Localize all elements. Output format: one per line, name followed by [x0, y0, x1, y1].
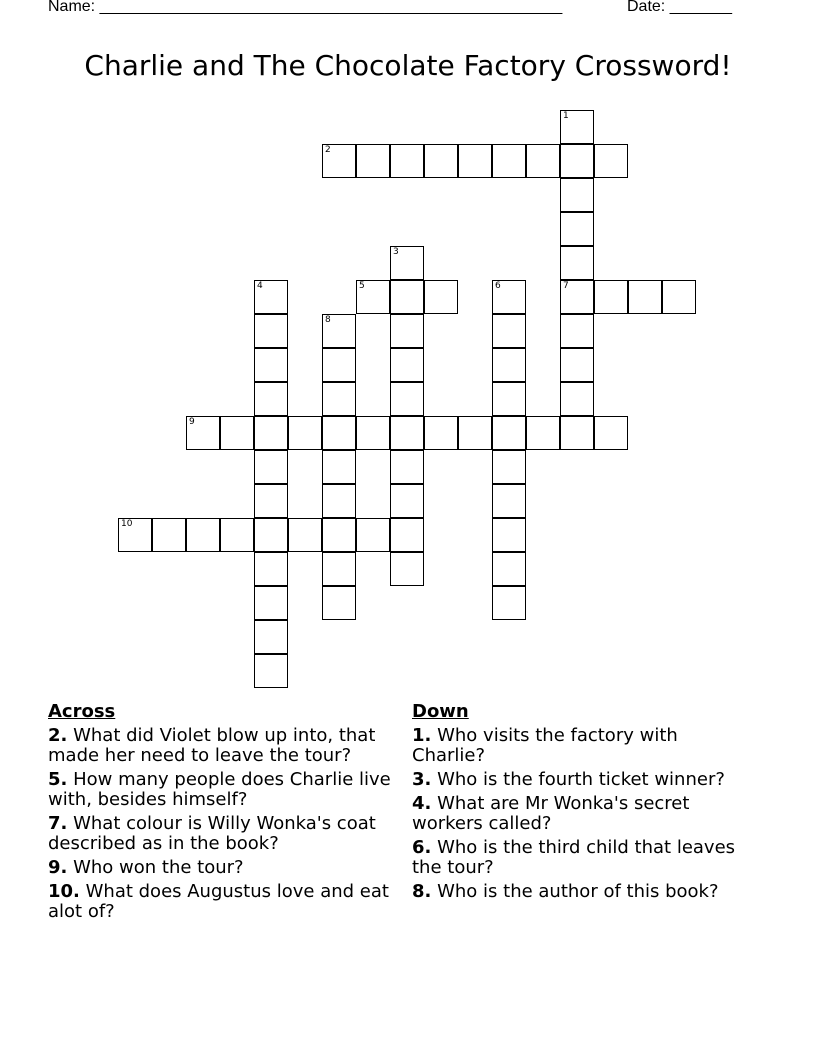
crossword-cell[interactable] — [356, 144, 390, 178]
crossword-cell[interactable] — [390, 450, 424, 484]
crossword-cell[interactable] — [492, 586, 526, 620]
crossword-cell[interactable] — [356, 518, 390, 552]
clue-number: 1. — [412, 725, 432, 746]
crossword-cell[interactable] — [526, 416, 560, 450]
across-clues — [48, 702, 408, 926]
crossword-cell[interactable] — [322, 518, 356, 552]
clue-number-label: 3 — [393, 247, 399, 257]
crossword-cell[interactable] — [560, 212, 594, 246]
crossword-cell[interactable] — [560, 178, 594, 212]
clue-number-label: 7 — [563, 281, 569, 291]
crossword-cell[interactable] — [288, 518, 322, 552]
crossword-cell[interactable] — [254, 654, 288, 688]
crossword-cell[interactable] — [390, 280, 424, 314]
page-title: Charlie and The Chocolate Factory Crossword! — [84, 49, 732, 82]
down-clues — [412, 702, 752, 906]
crossword-cell[interactable] — [220, 416, 254, 450]
clue-number-label: 6 — [495, 281, 501, 291]
across-clue — [48, 814, 408, 854]
crossword-cell[interactable] — [390, 246, 424, 280]
crossword-cell[interactable] — [594, 144, 628, 178]
clue-number-label: 9 — [189, 417, 195, 427]
down-clue — [412, 770, 752, 790]
crossword-cell[interactable] — [254, 280, 288, 314]
clue-number-label: 2 — [325, 145, 331, 155]
crossword-cell[interactable] — [322, 552, 356, 586]
crossword-cell[interactable] — [356, 416, 390, 450]
crossword-cell[interactable] — [322, 586, 356, 620]
crossword-cell[interactable] — [254, 314, 288, 348]
crossword-cell[interactable] — [424, 416, 458, 450]
crossword-cell[interactable] — [254, 552, 288, 586]
clue-text: What are Mr Wonka's secret workers called? — [412, 793, 690, 834]
crossword-cell[interactable] — [322, 450, 356, 484]
across-clue — [48, 882, 408, 922]
name-field-line: Name: ____________________________________________________ — [48, 0, 563, 15]
crossword-cell[interactable] — [322, 382, 356, 416]
crossword-cell[interactable] — [390, 518, 424, 552]
clue-number: 6. — [412, 837, 432, 858]
crossword-cell[interactable] — [628, 280, 662, 314]
crossword-cell[interactable] — [560, 246, 594, 280]
crossword-cell[interactable] — [322, 144, 356, 178]
crossword-cell[interactable] — [560, 144, 594, 178]
clue-number-label: 4 — [257, 281, 263, 291]
crossword-cell[interactable] — [254, 382, 288, 416]
clue-number-label: 8 — [325, 315, 331, 325]
clue-number-label: 10 — [121, 519, 133, 529]
down-clue — [412, 882, 752, 902]
crossword-cell[interactable] — [118, 518, 152, 552]
down-clue — [412, 838, 752, 878]
crossword-cell[interactable] — [492, 280, 526, 314]
crossword-cell[interactable] — [662, 280, 696, 314]
crossword-cell[interactable] — [594, 280, 628, 314]
crossword-cell[interactable] — [322, 484, 356, 518]
clue-text: Who is the third child that leaves the tour? — [412, 837, 736, 878]
clue-number: 9. — [48, 857, 68, 878]
clue-text: What did Violet blow up into, that made her need to leave the tour? — [48, 725, 376, 766]
clue-number: 8. — [412, 881, 432, 902]
crossword-cell[interactable] — [458, 144, 492, 178]
crossword-cell[interactable] — [594, 416, 628, 450]
clue-text: What colour is Willy Wonka's coat described as in the book? — [48, 813, 376, 854]
crossword-cell[interactable] — [186, 518, 220, 552]
crossword-cell[interactable] — [492, 314, 526, 348]
crossword-cell[interactable] — [526, 144, 560, 178]
crossword-cell[interactable] — [424, 144, 458, 178]
crossword-cell[interactable] — [458, 416, 492, 450]
crossword-cell[interactable] — [390, 382, 424, 416]
crossword-cell[interactable] — [492, 382, 526, 416]
down-clue — [412, 794, 752, 834]
crossword-cell[interactable] — [254, 348, 288, 382]
crossword-cell[interactable] — [254, 620, 288, 654]
crossword-cell[interactable] — [492, 144, 526, 178]
crossword-cell[interactable] — [492, 348, 526, 382]
crossword-cell[interactable] — [560, 110, 594, 144]
crossword-cell[interactable] — [424, 280, 458, 314]
crossword-cell[interactable] — [492, 518, 526, 552]
across-clue — [48, 858, 408, 878]
crossword-cell[interactable] — [254, 450, 288, 484]
crossword-cell[interactable] — [390, 314, 424, 348]
clue-text: What does Augustus love and eat alot of? — [48, 881, 389, 922]
crossword-cell[interactable] — [560, 280, 594, 314]
crossword-cell[interactable] — [254, 416, 288, 450]
crossword-cell[interactable] — [322, 348, 356, 382]
clue-number: 4. — [412, 793, 432, 814]
crossword-cell[interactable] — [322, 314, 356, 348]
crossword-cell[interactable] — [288, 416, 322, 450]
crossword-cell[interactable] — [492, 450, 526, 484]
clue-number: 10. — [48, 881, 80, 902]
clue-number: 3. — [412, 769, 432, 790]
crossword-cell[interactable] — [390, 552, 424, 586]
crossword-cell[interactable] — [186, 416, 220, 450]
across-heading: Across — [48, 701, 116, 722]
crossword-cell[interactable] — [254, 518, 288, 552]
clue-number-label: 5 — [359, 281, 365, 291]
clue-text: How many people does Charlie live with, besides himself? — [48, 769, 391, 810]
crossword-cell[interactable] — [356, 280, 390, 314]
clue-number: 5. — [48, 769, 68, 790]
crossword-cell[interactable] — [152, 518, 186, 552]
clue-text: Who is the author of this book? — [431, 881, 719, 902]
crossword-cell[interactable] — [390, 348, 424, 382]
crossword-cell[interactable] — [560, 314, 594, 348]
down-heading: Down — [412, 701, 469, 722]
clue-number-label: 1 — [563, 111, 569, 121]
crossword-cell[interactable] — [254, 484, 288, 518]
clue-text: Who visits the factory with Charlie? — [412, 725, 678, 766]
crossword-cell[interactable] — [492, 552, 526, 586]
crossword-cell[interactable] — [390, 484, 424, 518]
crossword-cell[interactable] — [492, 484, 526, 518]
clue-text: Who is the fourth ticket winner? — [431, 769, 725, 790]
crossword-cell[interactable] — [322, 416, 356, 450]
clue-number: 2. — [48, 725, 68, 746]
clue-number: 7. — [48, 813, 68, 834]
crossword-cell[interactable] — [560, 382, 594, 416]
clue-text: Who won the tour? — [67, 857, 244, 878]
crossword-cell[interactable] — [220, 518, 254, 552]
date-field-line: Date: _______ — [627, 0, 732, 15]
crossword-cell[interactable] — [560, 416, 594, 450]
crossword-cell[interactable] — [492, 416, 526, 450]
across-clue — [48, 770, 408, 810]
crossword-cell[interactable] — [254, 586, 288, 620]
across-clue — [48, 726, 408, 766]
crossword-cell[interactable] — [390, 144, 424, 178]
down-clue — [412, 726, 752, 766]
crossword-cell[interactable] — [560, 348, 594, 382]
crossword-cell[interactable] — [390, 416, 424, 450]
